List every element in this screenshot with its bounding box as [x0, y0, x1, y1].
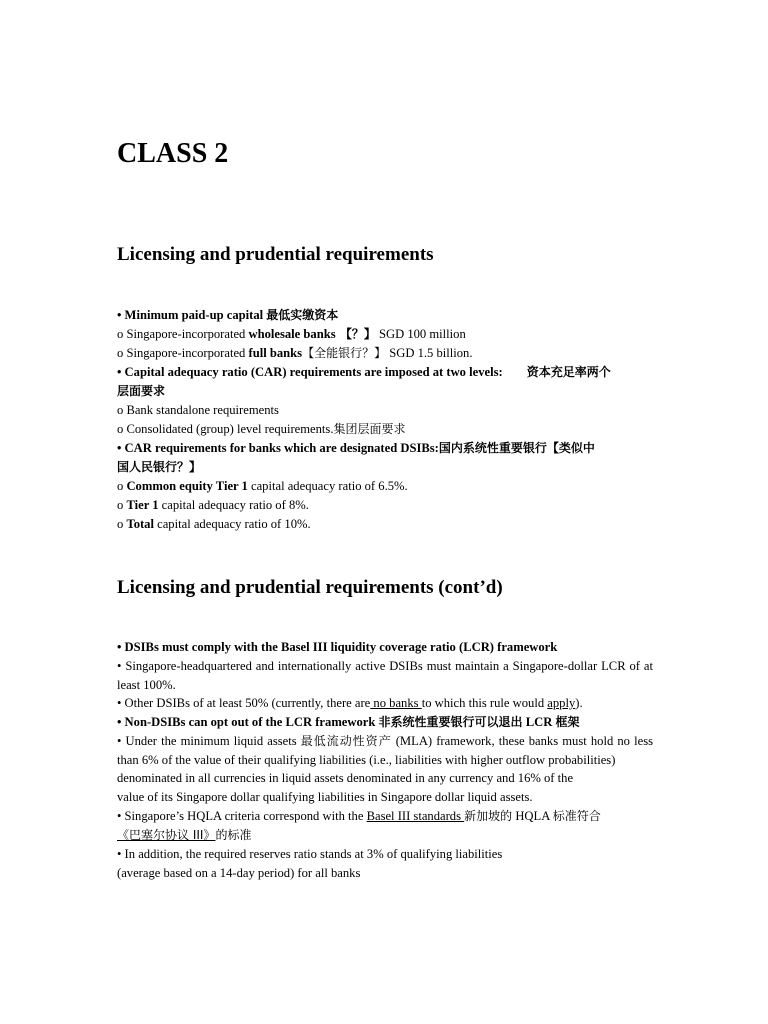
bullet-car: [117, 363, 653, 382]
section-heading-2: Licensing and prudential requirements (cont’d): [117, 577, 503, 598]
text: HQLA: [512, 809, 553, 823]
text-underlined: apply: [547, 696, 576, 710]
text-bold: • Non-DSIBs can opt out of the LCR framework: [117, 715, 379, 729]
text: o Singapore-incorporated: [117, 346, 249, 360]
text-cn: 层面要求: [117, 384, 166, 398]
bullet-mla: [117, 732, 653, 769]
text: SGD 100 million: [378, 327, 466, 341]
sub-consolidated: [117, 420, 653, 439]
text-bold: Common equity Tier 1: [126, 479, 248, 493]
text-bold: wholesale banks: [248, 327, 336, 341]
sub-standalone: o Bank standalone requirements: [117, 403, 279, 417]
text: • Other DSIBs of at least 50% (currently, there are: [117, 696, 371, 710]
text: (MLA) framework, these banks must hold no less than 6% of the value of their qualifying liabilities (i.e., liabilities with higher outflow probabilities): [117, 734, 653, 767]
text: o Consolidated (group) level requirements.: [117, 422, 334, 436]
sub-tier1: [117, 496, 653, 515]
text: SGD 1.5 billion.: [386, 346, 473, 360]
class-title: CLASS 2: [117, 138, 229, 169]
text-bold: Total: [126, 517, 154, 531]
text-bold: full banks: [248, 346, 303, 360]
text: • Minimum paid-up capital: [117, 308, 267, 322]
text: o Singapore-incorporated: [117, 327, 249, 341]
text: o: [117, 498, 127, 512]
text: to which this rule would: [421, 696, 548, 710]
text-cn: 框架: [555, 715, 580, 729]
bullet-lcr: [117, 638, 653, 657]
text-cn: 国人民银行？】: [117, 460, 202, 474]
mla-cont-2: value of its Singapore dollar qualifying liabilities in Singapore dollar liquid assets.: [117, 790, 533, 804]
sub-cet1: [117, 477, 653, 496]
bullet-dsib-car: [117, 439, 653, 458]
sub-wholesale-banks: [117, 325, 653, 344]
text: • Under the minimum liquid assets: [117, 734, 301, 748]
text-bold: Tier 1: [126, 498, 159, 512]
section-heading-1: Licensing and prudential requirements: [117, 244, 434, 265]
text-cn: 【？】: [335, 327, 376, 341]
bullet-min-capital: [117, 306, 653, 325]
bullet-singapore-dsibs: • Singapore-headquartered and internationally active DSIBs must maintain a Singapore-dollar LCR of at least 100%.: [117, 659, 653, 692]
bullet-dsib-car-cont: [117, 458, 653, 477]
text: o: [117, 517, 127, 531]
bullet-hqla: [117, 807, 653, 826]
text-bold: LCR: [522, 715, 556, 729]
bullet-car-cont: [117, 382, 653, 401]
text: • Singapore’s HQLA criteria correspond with the: [117, 809, 367, 823]
text: capital adequacy ratio of 8%.: [158, 498, 309, 512]
bullet-reserves: • In addition, the required reserves ratio stands at 3% of qualifying liabilities: [117, 847, 503, 861]
text-underlined: Basel III standards: [366, 809, 465, 823]
section-2-body: [117, 638, 653, 883]
text-underlined-cn: 《巴塞尔协议 III》: [117, 828, 216, 842]
text-cn: 国内系统性重要银行【类似中: [438, 441, 595, 455]
section-1-body: [117, 306, 653, 534]
reserves-cont: (average based on a 14-day period) for all banks: [117, 866, 361, 880]
bullet-hqla-cont: [117, 826, 653, 845]
text: o: [117, 479, 127, 493]
text-cn: 最低实缴资本: [266, 308, 339, 322]
text-underlined: no banks: [370, 696, 422, 710]
sub-full-banks: [117, 344, 653, 363]
text-cn: 标准符合: [552, 809, 601, 823]
text-cn: 新加坡的: [464, 809, 513, 823]
text: capital adequacy ratio of 6.5%.: [247, 479, 408, 493]
text-cn: 最低流动性资产: [300, 734, 392, 748]
text-bold: • DSIBs must comply with the Basel III liquidity coverage ratio (LCR) framework: [117, 640, 558, 654]
bullet-other-dsibs: [117, 694, 653, 713]
text: ).: [575, 696, 583, 710]
sub-total: [117, 515, 653, 534]
text: capital adequacy ratio of 10%.: [153, 517, 311, 531]
text-cn: 的标准: [215, 828, 252, 842]
bullet-non-dsibs: [117, 713, 653, 732]
mla-cont-1: denominated in all currencies in liquid assets denominated in any currency and 16% of the: [117, 771, 574, 785]
text-bold: • Capital adequacy ratio (CAR) requirements are imposed at two levels:: [117, 365, 503, 379]
text-cn: 【全能银行？】: [302, 346, 387, 360]
text-cn: 非系统性重要银行可以退出: [378, 715, 523, 729]
text-cn: 集团层面要求: [333, 422, 406, 436]
text-cn: 资本充足率两个: [526, 365, 611, 379]
text-bold: • CAR requirements for banks which are designated DSIBs:: [117, 441, 439, 455]
